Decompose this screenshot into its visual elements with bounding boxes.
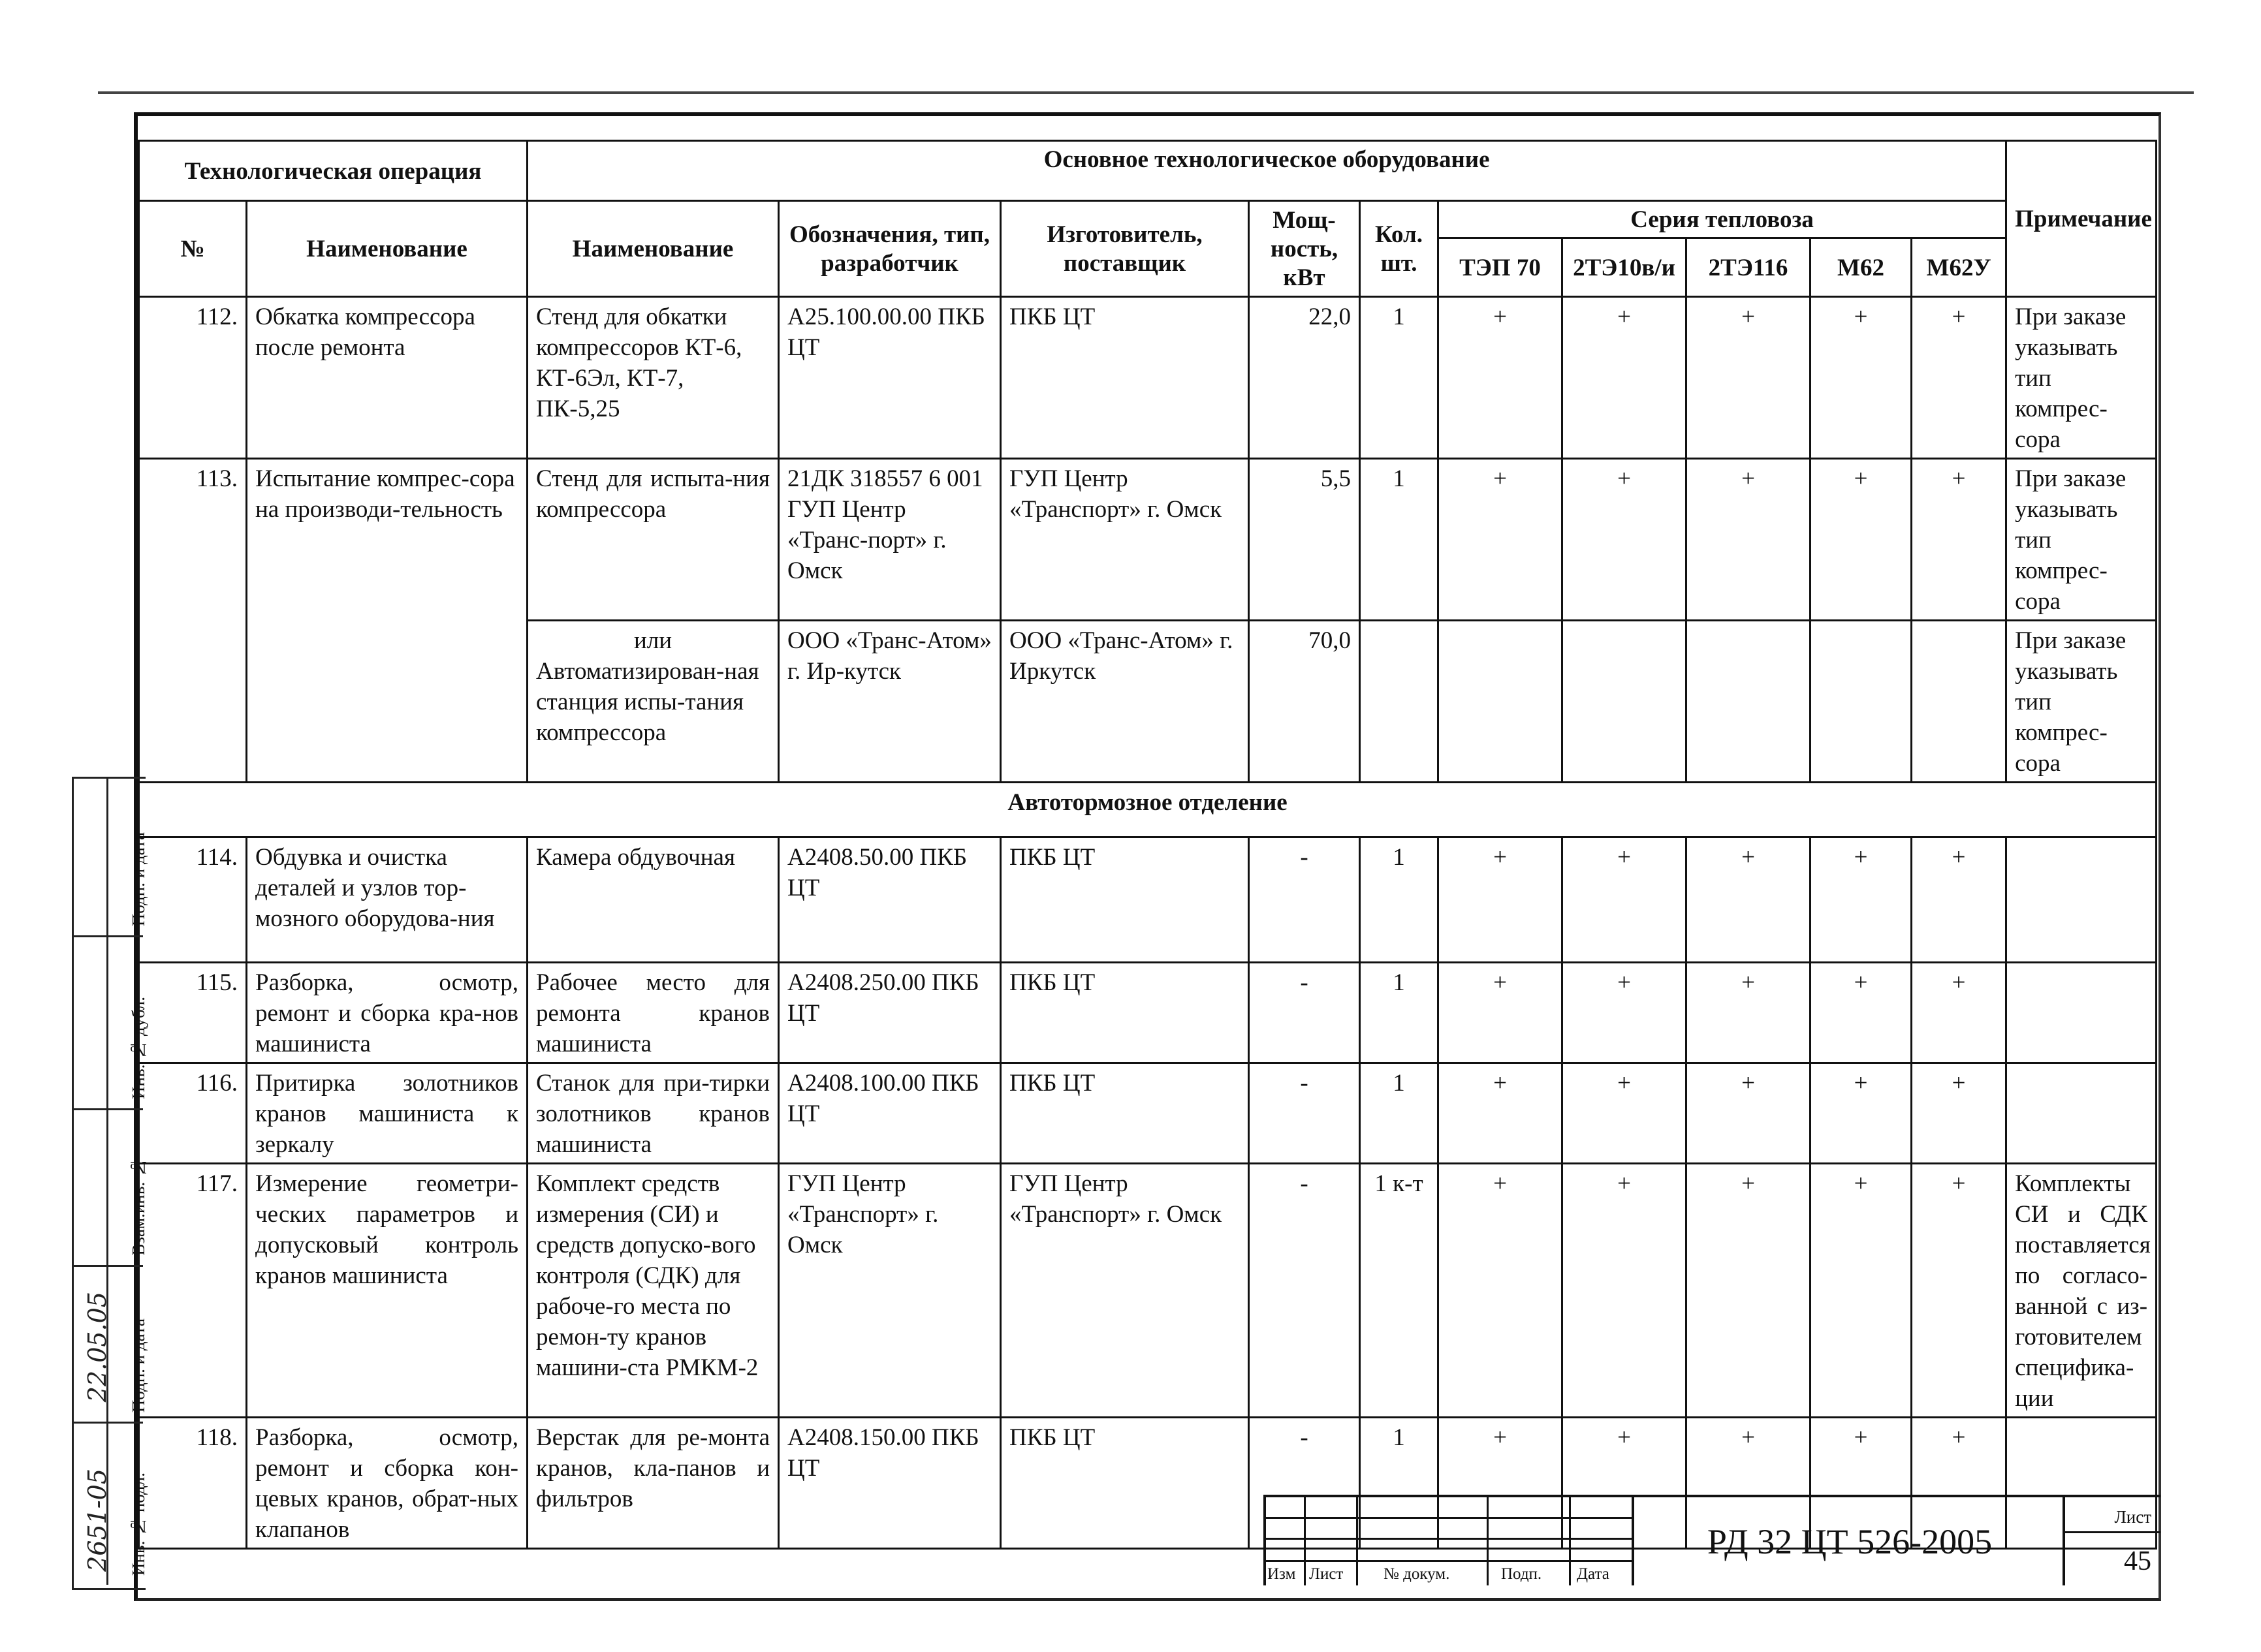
binding-strip — [72, 777, 146, 1590]
row-power: - — [1249, 963, 1360, 1063]
label-list: Лист — [1309, 1565, 1344, 1583]
top-rule — [98, 91, 2194, 94]
row-operation: Притирка золотников кранов машиниста к зеркалу — [247, 1063, 528, 1164]
row-s1: + — [1438, 837, 1562, 963]
row-s1: + — [1438, 1164, 1562, 1418]
row-s5: + — [1912, 1418, 2006, 1549]
row-s3: + — [1686, 963, 1810, 1063]
handwritten-number: 2651-05 — [83, 1469, 112, 1572]
row-designation: 21ДК 318557 6 001 ГУП Центр «Транс-порт» г. Омск — [779, 459, 1001, 621]
header-series-m62u: М62У — [1912, 238, 2006, 297]
row-maker: ГУП Центр «Транспорт» г. Омск — [1001, 1164, 1249, 1418]
row-s3: + — [1686, 1063, 1810, 1164]
header-num: № — [139, 201, 247, 297]
row-s4: + — [1810, 459, 1912, 621]
header-note: Примечание — [2006, 141, 2157, 297]
row-maker: ПКБ ЦТ — [1001, 837, 1249, 963]
row-s3: + — [1686, 459, 1810, 621]
row-note — [2006, 1063, 2157, 1164]
row-maker: ООО «Транс-Атом» г. Иркутск — [1001, 621, 1249, 783]
row-s2: + — [1562, 459, 1686, 621]
row-operation: Измерение геометри-ческих параметров и допусковый контроль кранов машиниста — [247, 1164, 528, 1418]
row-operation: Разборка, осмотр, ремонт и сборка кон-цевых кранов, обрат-ных клапанов — [247, 1418, 528, 1549]
row-s1: + — [1438, 459, 1562, 621]
row-s4: + — [1810, 297, 1912, 459]
row-power: 22,0 — [1249, 297, 1360, 459]
table-row — [139, 297, 2157, 459]
row-designation: А2408.100.00 ПКБ ЦТ — [779, 1063, 1001, 1164]
strip-dup-inv — [74, 935, 148, 1110]
strip-label: Инв. № дубл. — [129, 996, 148, 1099]
header-tech-op: Технологическая операция — [139, 141, 528, 201]
table-row — [139, 459, 2157, 621]
row-maker: ПКБ ЦТ — [1001, 963, 1249, 1063]
strip-label: Подп. и дата — [129, 832, 148, 926]
title-block — [1263, 1495, 2160, 1585]
row-s1: + — [1438, 1063, 1562, 1164]
document-code: РД 32 ЦТ 526-2005 — [1632, 1497, 2065, 1585]
revision-grid — [1266, 1497, 1632, 1585]
header-power: Мощ-ность, кВт — [1249, 201, 1360, 297]
header-eq-name: Наименование — [528, 201, 779, 297]
header-series-m62: М62 — [1810, 238, 1912, 297]
header-qty: Кол. шт. — [1360, 201, 1438, 297]
sheet-box — [2063, 1497, 2163, 1585]
row-qty: 1 — [1360, 963, 1438, 1063]
strip-replace-inv — [74, 1108, 148, 1267]
row-s3: + — [1686, 297, 1810, 459]
row-s2: + — [1562, 1063, 1686, 1164]
row-s4: + — [1810, 837, 1912, 963]
row-s5: + — [1912, 459, 2006, 621]
strip-label: Инв. № подл. — [129, 1472, 148, 1576]
row-s2: + — [1562, 963, 1686, 1063]
row-operation: Обдувка и очистка деталей и узлов тор-мозного оборудова-ния — [247, 837, 528, 963]
strip-orig-inv — [74, 1422, 148, 1585]
row-power: 70,0 — [1249, 621, 1360, 783]
row-s5: + — [1912, 963, 2006, 1063]
row-equipment: Рабочее место для ремонта кранов машиниста — [528, 963, 779, 1063]
row-s1: + — [1438, 963, 1562, 1063]
header-series-2te116: 2ТЭ116 — [1686, 238, 1810, 297]
row-s4: + — [1810, 1063, 1912, 1164]
row-designation: А25.100.00.00 ПКБ ЦТ — [779, 297, 1001, 459]
row-equipment: Станок для при-тирки золотников кранов машиниста — [528, 1063, 779, 1164]
row-designation: А2408.150.00 ПКБ ЦТ — [779, 1418, 1001, 1549]
header-equipment: Основное технологическое оборудование — [528, 141, 2006, 201]
row-s4: + — [1810, 1418, 1912, 1549]
equipment-table — [138, 140, 2157, 1550]
row-qty: 1 — [1360, 1063, 1438, 1164]
row-s3: + — [1686, 837, 1810, 963]
strip-sign-date-2 — [74, 1265, 148, 1424]
row-s2: + — [1562, 297, 1686, 459]
label-doc-num: № докум. — [1383, 1565, 1450, 1583]
row-maker: ПКБ ЦТ — [1001, 297, 1249, 459]
row-maker: ПКБ ЦТ — [1001, 1418, 1249, 1549]
row-equipment: Комплект средств измерения (СИ) и средств допуско-вого контроля (СДК) для рабоче-го места по ремон-ту кранов машини-ста РМКМ-2 — [528, 1164, 779, 1418]
row-equipment-alt — [528, 621, 779, 783]
row-designation: ООО «Транс-Атом» г. Ир-кутск — [779, 621, 1001, 783]
row-s5: + — [1912, 297, 2006, 459]
row-equipment: Камера обдувочная — [528, 837, 779, 963]
header-op-name: Наименование — [247, 201, 528, 297]
label-date: Дата — [1577, 1565, 1609, 1583]
row-operation: Обкатка компрессора после ремонта — [247, 297, 528, 459]
row-qty: 1 к-т — [1360, 1164, 1438, 1418]
row-s2: + — [1562, 837, 1686, 963]
row-s1: + — [1438, 1418, 1562, 1549]
row-qty: 1 — [1360, 297, 1438, 459]
row-power: - — [1249, 1418, 1360, 1549]
row-s5: + — [1912, 837, 2006, 963]
row-s3: + — [1686, 1418, 1810, 1549]
strip-label: Взам.инв. № — [129, 1158, 148, 1256]
row-equipment-alt-name: Автоматизирован-ная станция испы-тания компрессора — [536, 658, 759, 746]
row-qty: 1 — [1360, 1418, 1438, 1549]
row-qty: 1 — [1360, 837, 1438, 963]
strip-label: Подп. и дата — [129, 1318, 148, 1412]
header-maker: Изготовитель, поставщик — [1001, 201, 1249, 297]
row-equipment: Стенд для обкатки компрессоров КТ-6, КТ-6Эл, КТ-7, ПК-5,25 — [528, 297, 779, 459]
row-power: - — [1249, 1063, 1360, 1164]
row-num: 118. — [139, 1418, 247, 1549]
row-equipment-or: или — [633, 627, 672, 654]
table-row — [139, 1164, 2157, 1418]
header-series-2te10: 2ТЭ10в/и — [1562, 238, 1686, 297]
row-s2: + — [1562, 1418, 1686, 1549]
header-designation: Обозначения, тип, разработчик — [779, 201, 1001, 297]
row-note — [2006, 963, 2157, 1063]
row-s1: + — [1438, 297, 1562, 459]
table-row — [139, 837, 2157, 963]
row-note: Комплекты СИ и СДК поставляется по согласо-ванной с из-готовителем специфика-ции — [2006, 1164, 2157, 1418]
row-qty: 1 — [1360, 459, 1438, 621]
row-power: - — [1249, 837, 1360, 963]
row-s4: + — [1810, 1164, 1912, 1418]
row-note: При заказе указывать тип компрес-сора — [2006, 621, 2157, 783]
row-num: 117. — [139, 1164, 247, 1418]
strip-sign-date-1 — [74, 779, 148, 937]
row-operation: Разборка, осмотр, ремонт и сборка кра-нов машиниста — [247, 963, 528, 1063]
row-designation: ГУП Центр «Транспорт» г. Омск — [779, 1164, 1001, 1418]
row-equipment: Верстак для ре-монта кранов, кла-панов и фильтров — [528, 1418, 779, 1549]
row-s4: + — [1810, 963, 1912, 1063]
row-s2: + — [1562, 1164, 1686, 1418]
row-num: 115. — [139, 963, 247, 1063]
label-signature: Подп. — [1501, 1565, 1542, 1583]
row-note: При заказе указывать тип компрес-сора — [2006, 459, 2157, 621]
header-series-tep70: ТЭП 70 — [1438, 238, 1562, 297]
row-equipment: Стенд для испыта-ния компрессора — [528, 459, 779, 621]
row-s5: + — [1912, 1063, 2006, 1164]
row-maker: ПКБ ЦТ — [1001, 1063, 1249, 1164]
header-series: Серия тепловоза — [1438, 201, 2006, 238]
table-row — [139, 1063, 2157, 1164]
sheet-number: 45 — [2124, 1546, 2151, 1576]
row-s3: + — [1686, 1164, 1810, 1418]
row-designation: А2408.250.00 ПКБ ЦТ — [779, 963, 1001, 1063]
table-row — [139, 963, 2157, 1063]
handwritten-date: 22.05.05 — [83, 1291, 112, 1402]
row-power: 5,5 — [1249, 459, 1360, 621]
row-num: 114. — [139, 837, 247, 963]
row-operation: Испытание компрес-сора на производи-тельность — [247, 459, 528, 783]
row-note — [2006, 837, 2157, 963]
label-izm: Изм — [1267, 1565, 1296, 1583]
row-designation: А2408.50.00 ПКБ ЦТ — [779, 837, 1001, 963]
row-maker: ГУП Центр «Транспорт» г. Омск — [1001, 459, 1249, 621]
row-s5: + — [1912, 1164, 2006, 1418]
row-num: 112. — [139, 297, 247, 459]
sheet-label: Лист — [2065, 1497, 2160, 1533]
row-num: 113. — [139, 459, 247, 783]
row-num: 116. — [139, 1063, 247, 1164]
row-note: При заказе указывать тип компрес-сора — [2006, 297, 2157, 459]
row-power: - — [1249, 1164, 1360, 1418]
section-heading: Автотормозное отделение — [139, 783, 2157, 837]
